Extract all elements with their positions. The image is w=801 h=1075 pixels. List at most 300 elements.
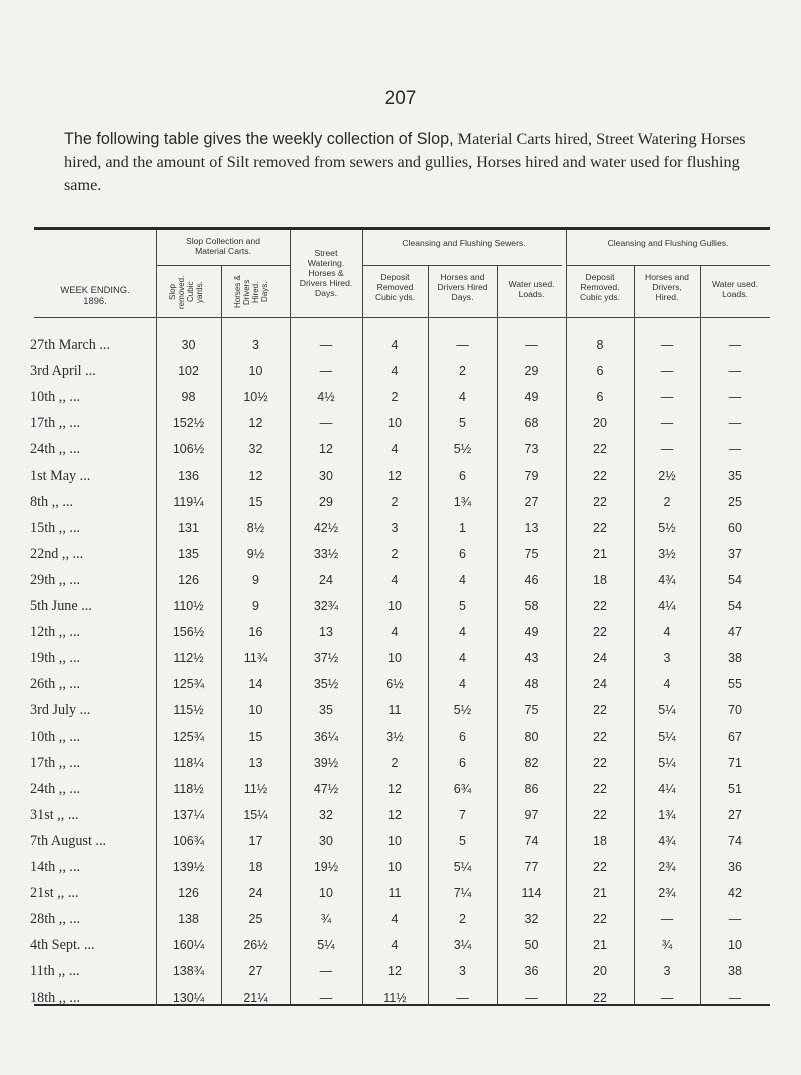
cell-gully-water: 55 [728, 677, 742, 692]
cell-gully-horses: 4¼ [658, 781, 676, 796]
table-row [0, 802, 801, 828]
table-row [0, 332, 801, 358]
cell-slop-removed: 30 [181, 338, 196, 352]
header-sewer-horses: Horses and Drivers Hired Days. [437, 272, 488, 302]
cell-week: 18th ,, ... [30, 989, 81, 1006]
cell-week: 10th ,, ... [30, 728, 81, 745]
cell-slop-horses: 12 [248, 416, 263, 431]
cell-gully-deposit: 22 [593, 912, 607, 927]
cell-gully-deposit: 22 [593, 781, 607, 796]
cell-sewer-horses: 5 [459, 599, 466, 613]
cell-street-watering: — [319, 990, 333, 1005]
table-row [0, 358, 801, 384]
cell-gully-water: 36 [728, 860, 742, 874]
cell-gully-water: 25 [728, 494, 742, 509]
cell-street-watering: 29 [319, 494, 333, 509]
cell-gully-deposit: 6 [596, 364, 604, 379]
cell-slop-horses: 15¼ [243, 807, 268, 822]
cell-slop-removed: 110½ [173, 599, 204, 613]
cell-slop-removed: 130¼ [172, 990, 205, 1005]
cell-sewer-horses: 7¼ [453, 886, 472, 901]
cell-sewer-water: 75 [524, 546, 539, 561]
cell-street-watering: 39½ [313, 755, 339, 770]
cell-sewer-deposit: 2 [391, 546, 399, 561]
cell-gully-horses: 5½ [658, 520, 676, 535]
cell-gully-horses: 5¼ [658, 755, 676, 770]
cell-sewer-horses: 4 [459, 625, 466, 640]
cell-sewer-deposit: 10 [388, 599, 402, 613]
cell-sewer-horses: 6 [459, 546, 466, 561]
cell-gully-horses: 4¾ [658, 572, 676, 587]
cell-street-watering: 35½ [313, 677, 339, 692]
cell-street-watering: 33½ [313, 546, 339, 561]
cell-sewer-water: 50 [524, 938, 539, 953]
cell-street-watering: 5¼ [317, 938, 335, 953]
cell-sewer-horses: 3 [459, 964, 466, 979]
cell-sewer-water: 114 [521, 886, 542, 901]
cell-street-watering: 35 [319, 703, 333, 718]
cell-gully-horses: 3 [663, 964, 671, 979]
header-slop-group: Slop Collection and Material Carts. [185, 236, 261, 256]
cell-gully-water: — [728, 338, 742, 352]
cell-sewer-deposit: 4 [391, 625, 399, 640]
cell-sewer-horses: 2 [459, 364, 466, 379]
cell-gully-water: 47 [728, 625, 742, 640]
header-sewer-deposit: Deposit Removed Cubic yds. [374, 272, 416, 302]
cell-sewer-horses: 5 [459, 833, 466, 848]
cell-sewer-deposit: 10 [388, 860, 402, 874]
cell-slop-removed: 139½ [172, 860, 205, 874]
table-row [0, 515, 801, 541]
table-row [0, 489, 801, 515]
cell-slop-horses: 15 [248, 494, 263, 509]
cell-slop-removed: 160¼ [172, 938, 205, 953]
cell-gully-horses: — [660, 990, 674, 1005]
cell-sewer-water: 86 [524, 781, 539, 796]
header-gully-horses: Horses and Drivers, Hired. [645, 272, 689, 302]
cell-gully-water: — [728, 990, 742, 1005]
intro-rest: Material Carts hired, Street Watering Horses hired, and the amount of Silt removed from sewers and gullies, Horses hired and water used for flushing same. [64, 130, 746, 194]
cell-gully-water: 38 [728, 964, 742, 979]
cell-sewer-deposit: 10 [388, 651, 402, 666]
cell-gully-horses: ¾ [661, 938, 673, 953]
cell-sewer-deposit: 2 [391, 390, 399, 405]
cell-street-watering: 12 [319, 442, 333, 457]
cell-gully-horses: 4 [663, 677, 671, 692]
table-row [0, 593, 801, 619]
cell-week: 3rd April ... [30, 363, 96, 380]
table-row [0, 384, 801, 410]
cell-week: 22nd ,, ... [30, 545, 84, 562]
cell-sewer-water: 49 [524, 625, 539, 640]
cell-slop-horses: 10 [248, 703, 263, 718]
cell-week: 17th ,, ... [30, 415, 81, 432]
intro-lead: The following table gives the weekly collection of Slop, [64, 130, 454, 148]
cell-sewer-horses: 1¾ [453, 494, 472, 509]
cell-slop-horses: 11½ [243, 781, 268, 796]
cell-week: 8th ,, ... [30, 493, 73, 510]
cell-sewer-horses: 4 [459, 677, 466, 692]
cell-sewer-deposit: 10 [388, 833, 402, 848]
cell-gully-water: 60 [728, 520, 742, 535]
cell-slop-horses: 27 [248, 964, 263, 979]
table-row [0, 436, 801, 462]
cell-sewer-deposit: 3½ [386, 729, 404, 744]
cell-sewer-water: 29 [524, 364, 539, 379]
cell-slop-horses: 15 [248, 729, 263, 744]
cell-gully-deposit: 22 [593, 703, 607, 718]
cell-gully-horses: 5¼ [658, 703, 676, 718]
cell-week: 21st ,, ... [30, 885, 79, 902]
cell-sewer-horses: — [456, 990, 469, 1005]
cell-gully-horses: — [660, 338, 674, 352]
header-divider [34, 317, 770, 318]
cell-gully-horses: 4 [663, 625, 671, 640]
table-row [0, 645, 801, 671]
cell-street-watering: ¾ [320, 912, 332, 927]
cell-sewer-water: 32 [524, 912, 539, 927]
cell-sewer-deposit: 3 [391, 520, 399, 535]
intro-paragraph [64, 128, 754, 197]
cell-sewer-water: 48 [524, 677, 539, 692]
cell-sewer-water: 36 [524, 964, 539, 979]
header-gully-deposit: Deposit Removed. Cubic yds. [579, 272, 621, 302]
cell-sewer-deposit: 12 [388, 468, 402, 483]
cell-slop-removed: 156½ [172, 625, 205, 640]
cell-sewer-horses: 6¾ [453, 781, 472, 796]
cell-slop-removed: 102 [178, 364, 199, 379]
cell-gully-horses: — [660, 912, 674, 927]
cell-slop-horses: 21¼ [243, 990, 268, 1005]
cell-street-watering: 4½ [317, 390, 335, 405]
cell-sewer-deposit: 6½ [386, 677, 404, 692]
cell-gully-deposit: 18 [593, 572, 607, 587]
cell-slop-horses: 26½ [243, 938, 268, 953]
cell-slop-horses: 17 [248, 833, 263, 848]
cell-gully-horses: 1¾ [658, 807, 676, 822]
cell-gully-deposit: 22 [593, 990, 607, 1005]
cell-week: 24th ,, ... [30, 780, 81, 797]
cell-sewer-water: 46 [524, 572, 539, 587]
cell-gully-water: — [728, 442, 742, 457]
cell-gully-horses: — [660, 364, 674, 379]
cell-slop-removed: 126 [178, 886, 199, 901]
table-row [0, 854, 801, 880]
cell-street-watering: 30 [319, 833, 333, 848]
table-row [0, 619, 801, 645]
cell-week: 7th August ... [30, 832, 107, 849]
cell-slop-horses: 18 [248, 860, 263, 874]
cell-sewer-horses: 5½ [453, 703, 472, 718]
cell-sewer-water: 58 [524, 599, 539, 613]
table-row [0, 985, 801, 1011]
table-row [0, 906, 801, 932]
cell-sewer-water: — [525, 338, 538, 352]
cell-slop-removed: 135 [178, 546, 199, 561]
header-sewer-water: Water used. Loads. [508, 279, 555, 299]
cell-slop-horses: 25 [248, 912, 263, 927]
cell-gully-horses: — [660, 390, 674, 405]
cell-slop-removed: 125¾ [172, 729, 205, 744]
cell-gully-deposit: 21 [593, 886, 607, 901]
cell-gully-deposit: 22 [593, 468, 607, 483]
cell-sewer-deposit: 11 [388, 703, 402, 718]
cell-sewer-horses: 6 [459, 468, 466, 483]
cell-sewer-water: 82 [524, 755, 539, 770]
table-row [0, 463, 801, 489]
cell-sewer-water: 75 [524, 703, 539, 718]
table-row [0, 410, 801, 436]
cell-gully-water: 10 [728, 938, 742, 953]
cell-sewer-water: 27 [524, 494, 539, 509]
cell-sewer-water: 80 [524, 729, 539, 744]
cell-sewer-horses: 2 [459, 912, 466, 927]
cell-week: 14th ,, ... [30, 859, 81, 875]
cell-sewer-water: 68 [524, 416, 539, 431]
cell-slop-horses: 3 [252, 338, 259, 352]
table-row [0, 880, 801, 906]
cell-gully-deposit: 22 [593, 860, 607, 874]
cell-gully-deposit: 22 [593, 494, 607, 509]
cell-gully-deposit: 22 [593, 520, 607, 535]
cell-gully-horses: 3 [663, 651, 671, 666]
cell-week: 12th ,, ... [30, 624, 81, 641]
cell-sewer-deposit: 12 [388, 964, 402, 979]
cell-slop-removed: 138¾ [172, 964, 205, 979]
cell-sewer-deposit: 2 [391, 755, 399, 770]
cell-street-watering: 47½ [313, 781, 339, 796]
cell-week: 11th ,, ... [30, 963, 80, 980]
cell-gully-horses: — [660, 416, 674, 431]
cell-slop-horses: 9 [252, 572, 259, 587]
cell-gully-water: — [728, 416, 742, 431]
cell-sewer-horses: 4 [459, 651, 466, 666]
table-top-rule [34, 227, 770, 230]
cell-street-watering: 32 [319, 807, 333, 822]
cell-gully-deposit: 21 [593, 546, 607, 561]
cell-gully-horses: 4¼ [658, 599, 676, 613]
cell-gully-horses: 5¼ [658, 729, 676, 744]
cell-slop-horses: 24 [248, 886, 263, 901]
cell-slop-removed: 98 [181, 390, 196, 405]
cell-slop-horses: 10½ [243, 390, 268, 405]
cell-week: 24th ,, ... [30, 441, 81, 458]
page-number: 207 [384, 88, 417, 109]
cell-sewer-water: 13 [524, 520, 539, 535]
header-week-ending: WEEK ENDING. 1896. [60, 284, 130, 306]
cell-sewer-deposit: 4 [391, 572, 399, 587]
cell-sewer-deposit: 2 [391, 494, 399, 509]
cell-sewer-horses: 4 [459, 572, 466, 587]
cell-week: 15th ,, ... [30, 519, 81, 536]
cell-gully-horses: 2¾ [658, 860, 676, 874]
cell-slop-removed: 131 [178, 520, 199, 535]
cell-slop-horses: 11¾ [243, 651, 268, 666]
cell-sewer-water: — [525, 990, 538, 1005]
cell-slop-removed: 118½ [173, 781, 204, 796]
cell-slop-removed: 126 [178, 572, 199, 587]
cell-sewer-water: 79 [524, 468, 539, 483]
cell-gully-horses: 2¾ [658, 886, 676, 901]
cell-sewer-horses: 1 [459, 520, 466, 535]
cell-gully-water: — [728, 364, 742, 379]
cell-slop-horses: 9½ [246, 546, 265, 561]
cell-gully-deposit: 22 [593, 729, 607, 744]
cell-gully-deposit: 18 [593, 833, 607, 848]
cell-week: 4th Sept. ... [30, 937, 95, 954]
cell-sewer-horses: 7 [459, 807, 466, 822]
cell-sewer-deposit: 11½ [383, 990, 407, 1005]
cell-gully-water: 70 [728, 703, 742, 718]
cell-gully-water: 51 [728, 781, 742, 796]
cell-sewer-deposit: 10 [388, 416, 402, 431]
cell-week: 1st May ... [30, 467, 91, 484]
cell-street-watering: — [319, 364, 333, 379]
cell-slop-removed: 115½ [173, 703, 204, 718]
header-street-watering: Street Watering. Horses & Drivers Hired. Days. [299, 248, 353, 298]
cell-sewer-water: 97 [524, 807, 539, 822]
cell-street-watering: — [319, 338, 333, 352]
cell-week: 26th ,, ... [30, 676, 81, 693]
cell-gully-horses: 2 [663, 494, 671, 509]
cell-gully-water: 74 [728, 833, 742, 848]
table-row [0, 828, 801, 854]
table-row [0, 750, 801, 776]
cell-slop-removed: 106¾ [172, 833, 205, 848]
table-row [0, 776, 801, 802]
cell-slop-removed: 106½ [172, 442, 205, 457]
cell-gully-deposit: 22 [593, 599, 607, 613]
cell-week: 17th ,, ... [30, 754, 81, 771]
cell-gully-water: 42 [728, 886, 742, 901]
cell-gully-deposit: 8 [596, 338, 604, 352]
table-row [0, 724, 801, 750]
cell-gully-water: 54 [728, 572, 742, 587]
cell-week: 3rd July ... [30, 702, 91, 719]
cell-street-watering: 32¾ [313, 599, 339, 613]
cell-week: 31st ,, ... [30, 806, 79, 823]
cell-slop-horses: 16 [248, 625, 263, 640]
cell-sewer-water: 73 [524, 442, 539, 457]
cell-street-watering: 36¼ [313, 729, 339, 744]
cell-sewer-deposit: 4 [391, 912, 399, 927]
cell-slop-horses: 9 [252, 599, 259, 613]
cell-sewer-horses: 4 [459, 390, 466, 405]
cell-gully-water: — [728, 390, 742, 405]
cell-gully-water: 37 [728, 546, 742, 561]
cell-gully-horses: — [660, 442, 674, 457]
cell-sewer-horses: 5½ [453, 442, 472, 457]
cell-sewer-deposit: 4 [391, 364, 399, 379]
cell-slop-removed: 125¾ [172, 677, 205, 692]
table-row [0, 671, 801, 697]
cell-gully-water: 67 [728, 729, 742, 744]
table-row [0, 697, 801, 723]
cell-slop-horses: 32 [248, 442, 263, 457]
table-row [0, 541, 801, 567]
cell-street-watering: 13 [319, 625, 333, 640]
cell-sewer-water: 77 [524, 860, 539, 874]
cell-gully-deposit: 22 [593, 442, 607, 457]
cell-week: 5th June ... [30, 598, 92, 614]
cell-sewer-water: 43 [524, 651, 539, 666]
cell-slop-removed: 112½ [173, 651, 204, 666]
cell-street-watering: 24 [319, 572, 333, 587]
cell-gully-deposit: 22 [593, 625, 607, 640]
cell-slop-horses: 13 [248, 755, 263, 770]
cell-sewer-horses: 5 [459, 416, 466, 431]
cell-week: 10th ,, ... [30, 389, 81, 406]
cell-gully-horses: 3½ [658, 546, 676, 561]
table-row [0, 958, 801, 984]
cell-gully-horses: 4¾ [658, 833, 676, 848]
cell-week: 29th ,, ... [30, 571, 81, 588]
cell-gully-deposit: 21 [593, 938, 607, 953]
cell-sewer-horses: 6 [459, 755, 466, 770]
cell-street-watering: 19½ [313, 860, 339, 874]
cell-sewer-deposit: 12 [388, 807, 402, 822]
cell-week: 19th ,, ... [30, 650, 81, 667]
cell-sewer-deposit: 4 [391, 938, 399, 953]
cell-slop-horses: 10 [248, 364, 263, 379]
cell-gully-water: 35 [728, 468, 742, 483]
cell-gully-water: — [728, 912, 742, 927]
cell-week: 28th ,, ... [30, 911, 81, 928]
header-gullies-group: Cleansing and Flushing Gullies. [607, 238, 729, 248]
cell-sewer-deposit: 12 [388, 781, 402, 796]
sewers-group-underline [362, 265, 562, 266]
cell-street-watering: 37½ [313, 651, 339, 666]
cell-slop-horses: 14 [248, 677, 263, 692]
cell-gully-deposit: 6 [596, 390, 604, 405]
cell-sewer-horses: 5¼ [453, 860, 472, 874]
header-sewers-group: Cleansing and Flushing Sewers. [402, 238, 526, 248]
cell-street-watering: — [319, 964, 333, 979]
cell-slop-horses: 12 [248, 468, 263, 483]
cell-street-watering: 10 [319, 886, 333, 901]
cell-gully-water: 38 [728, 651, 742, 666]
cell-sewer-deposit: 11 [388, 886, 402, 901]
slop-group-underline [156, 265, 290, 266]
cell-street-watering: 30 [319, 468, 333, 483]
cell-street-watering: — [319, 416, 333, 431]
cell-gully-deposit: 24 [593, 651, 607, 666]
cell-sewer-horses: 6 [459, 729, 466, 744]
cell-slop-removed: 137¼ [172, 807, 205, 822]
table-row [0, 567, 801, 593]
cell-sewer-water: 49 [524, 390, 539, 405]
cell-gully-deposit: 22 [593, 755, 607, 770]
header-slop-removed: Slop removed. Cubic yards. [168, 275, 204, 309]
cell-gully-water: 54 [728, 599, 742, 613]
cell-slop-removed: 152½ [172, 416, 205, 431]
cell-slop-horses: 8½ [246, 520, 265, 535]
cell-gully-deposit: 24 [593, 677, 607, 692]
cell-sewer-deposit: 4 [391, 338, 399, 352]
cell-slop-removed: 138 [178, 912, 199, 927]
table-row [0, 932, 801, 958]
cell-gully-deposit: 20 [593, 416, 607, 431]
cell-week: 27th March ... [30, 337, 110, 353]
cell-gully-deposit: 22 [593, 807, 607, 822]
cell-gully-deposit: 20 [593, 964, 607, 979]
cell-slop-removed: 136 [178, 468, 199, 483]
cell-gully-water: 27 [728, 807, 742, 822]
cell-slop-removed: 118¼ [173, 755, 204, 770]
gullies-group-underline [566, 265, 770, 266]
cell-sewer-horses: 3¼ [453, 938, 472, 953]
cell-gully-horses: 2½ [658, 468, 676, 483]
